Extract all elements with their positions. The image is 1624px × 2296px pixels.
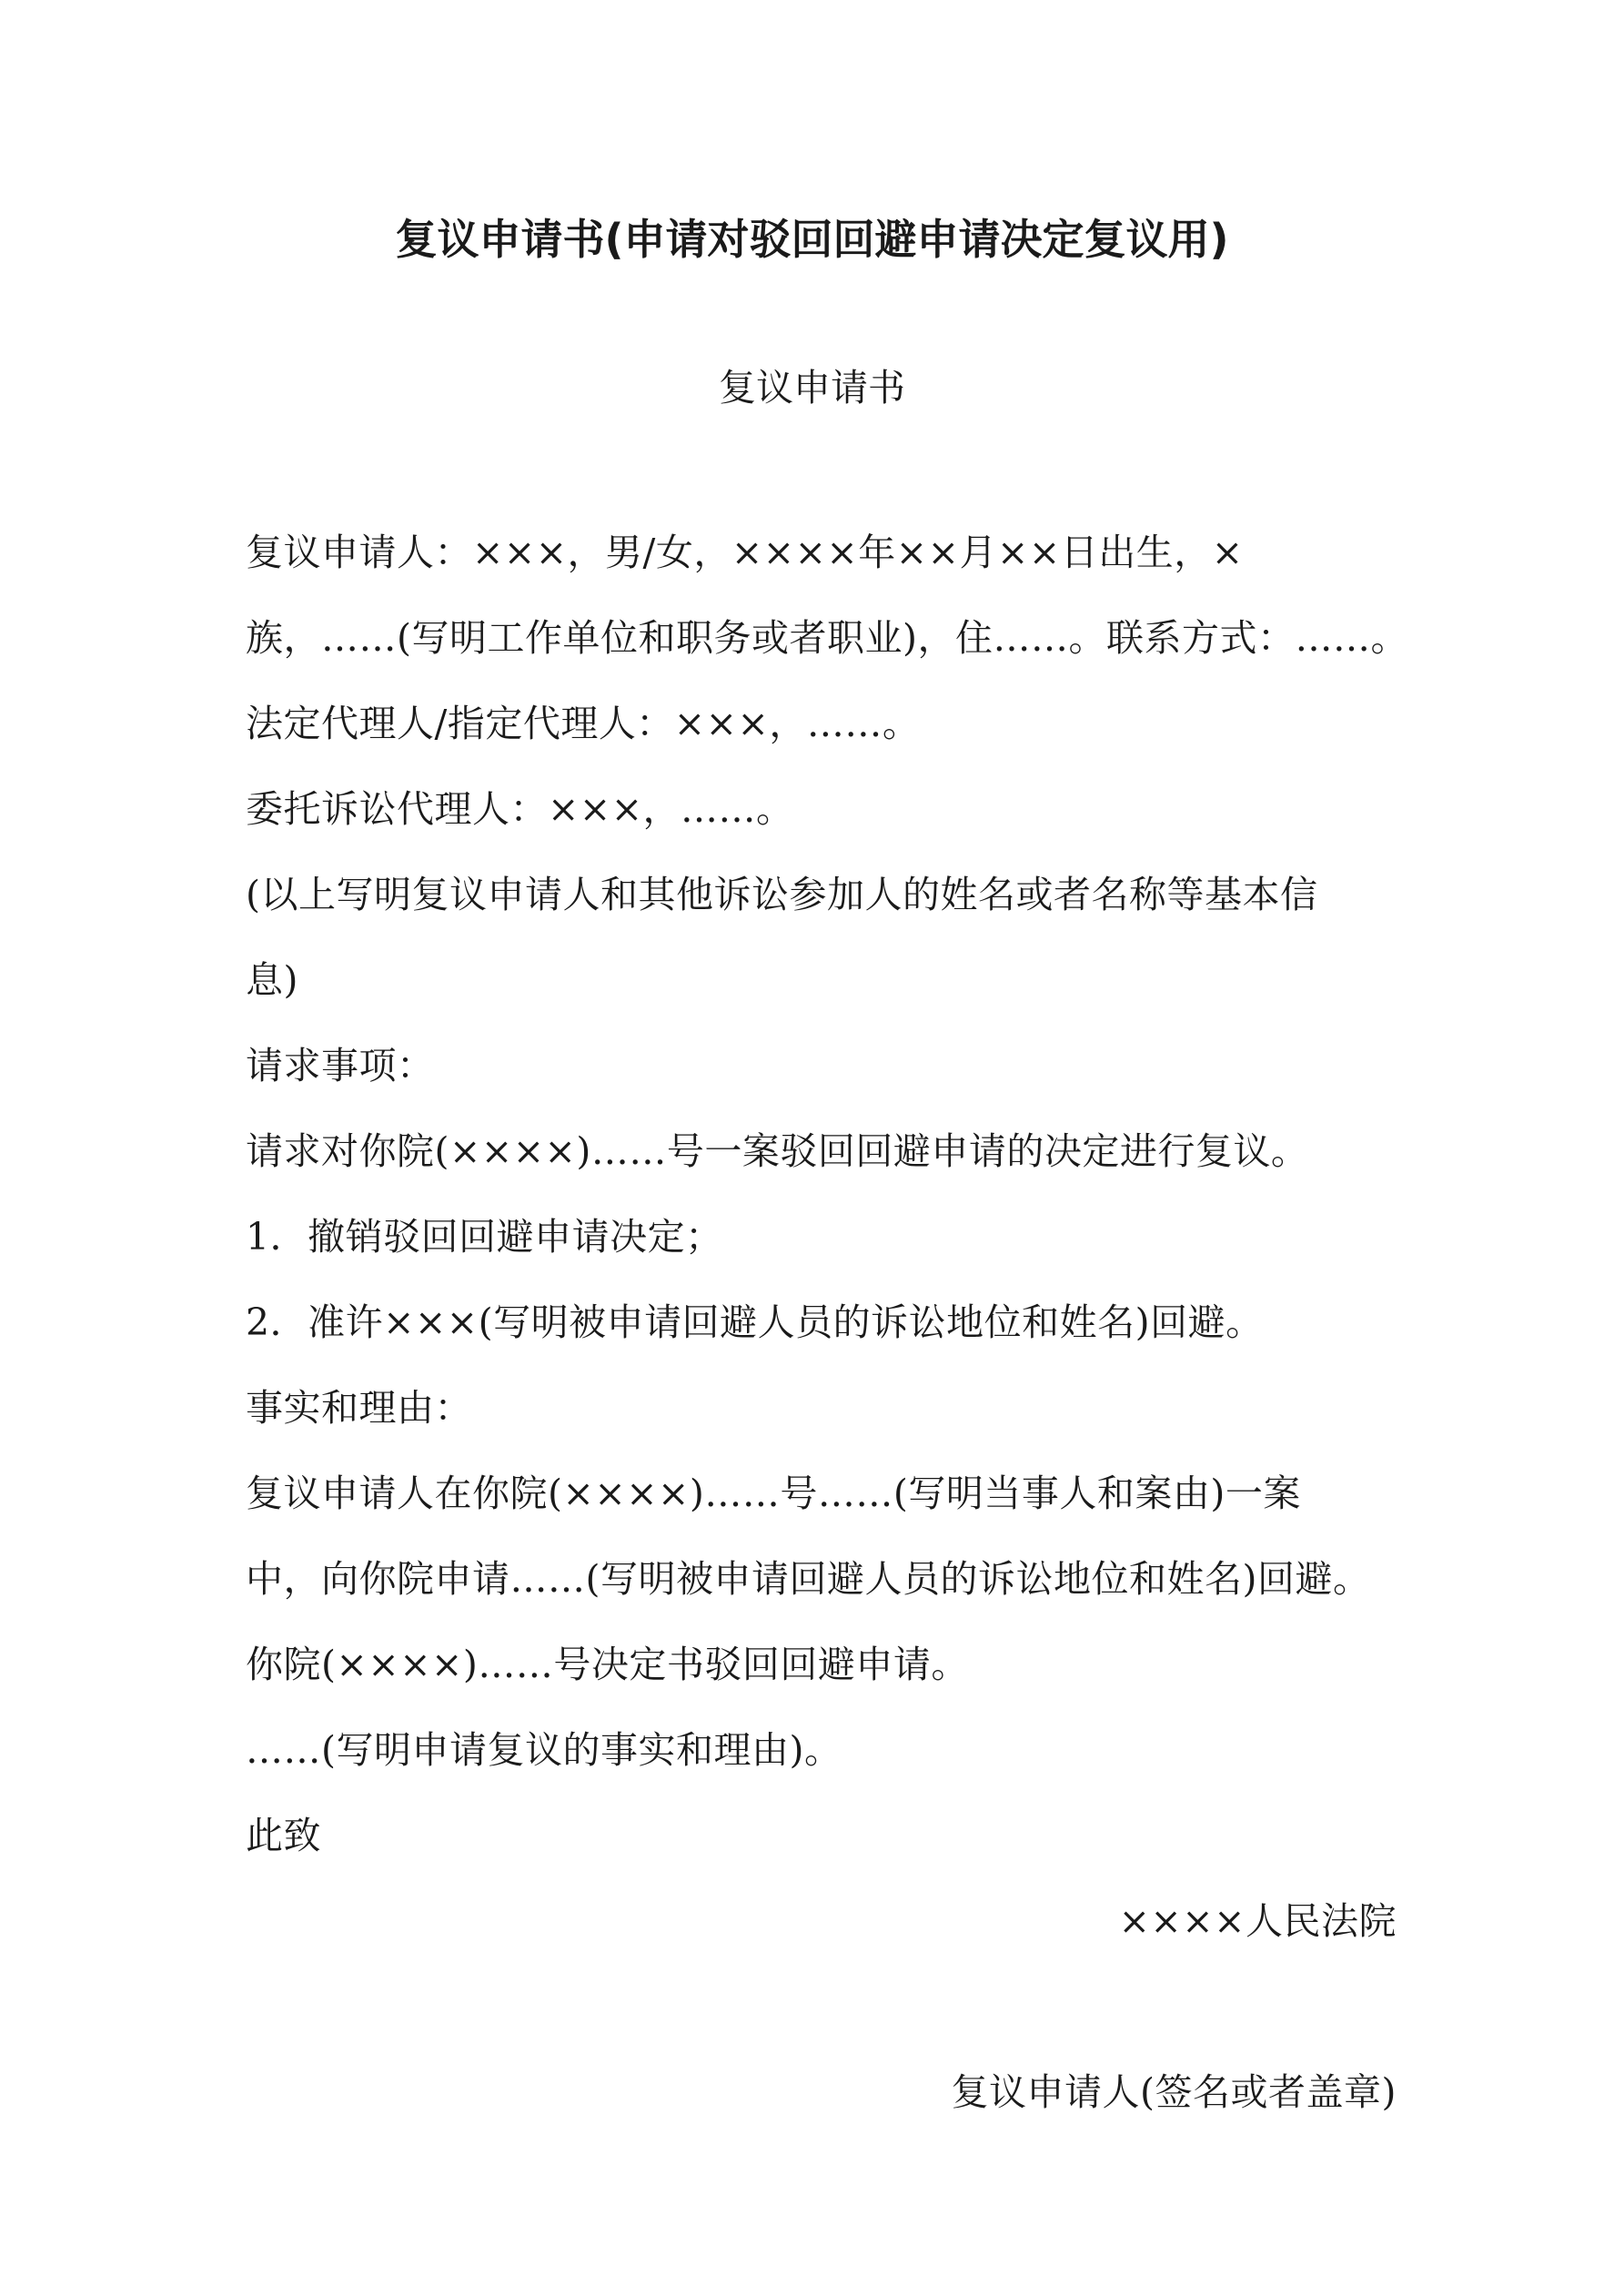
request-item-2: 2．准许×××(写明被申请回避人员的诉讼地位和姓名)回避。 bbox=[246, 1300, 1264, 1344]
request-line: 请求对你院(××××)……号一案驳回回避申请的决定进行复议。 bbox=[246, 1129, 1309, 1173]
salutation-line: 此致 bbox=[246, 1814, 321, 1857]
facts-heading: 事实和理由： bbox=[246, 1386, 472, 1430]
request-heading: 请求事项： bbox=[246, 1044, 435, 1087]
recipient-court: ××××人民法院 bbox=[1118, 1899, 1397, 1943]
applicant-info-line-2: 族，……(写明工作单位和职务或者职业)，住……。联系方式：……。 bbox=[246, 616, 1408, 660]
applicant-info-line-1: 复议申请人：×××，男/女，××××年××月××日出生，× bbox=[246, 531, 1244, 574]
facts-line-2: 中，向你院申请……(写明被申请回避人员的诉讼地位和姓名)回避。 bbox=[246, 1557, 1371, 1601]
facts-line-3: 你院(××××)……号决定书驳回回避申请。 bbox=[246, 1643, 969, 1686]
signature-line: 复议申请人(签名或者盖章) bbox=[951, 2070, 1397, 2114]
document-title: 复议申请书(申请对驳回回避申请决定复议用) bbox=[395, 215, 1229, 264]
document-subtitle: 复议申请书 bbox=[719, 366, 905, 410]
facts-line-4: ……(写明申请复议的事实和理由)。 bbox=[246, 1728, 842, 1772]
facts-line-1: 复议申请人在你院(××××)……号……(写明当事人和案由)一案 bbox=[246, 1472, 1301, 1515]
document-body bbox=[246, 510, 1408, 2135]
participants-note-line-2: 息) bbox=[246, 958, 298, 1002]
spacer bbox=[246, 1964, 1401, 2049]
request-item-1: 1．撤销驳回回避申请决定； bbox=[246, 1215, 723, 1259]
legal-agent-line: 法定代理人/指定代理人：×××，……。 bbox=[246, 702, 921, 745]
entrusted-agent-line: 委托诉讼代理人：×××，……。 bbox=[246, 787, 794, 831]
participants-note-line-1: (以上写明复议申请人和其他诉讼参加人的姓名或者名称等基本信 bbox=[246, 873, 1318, 916]
